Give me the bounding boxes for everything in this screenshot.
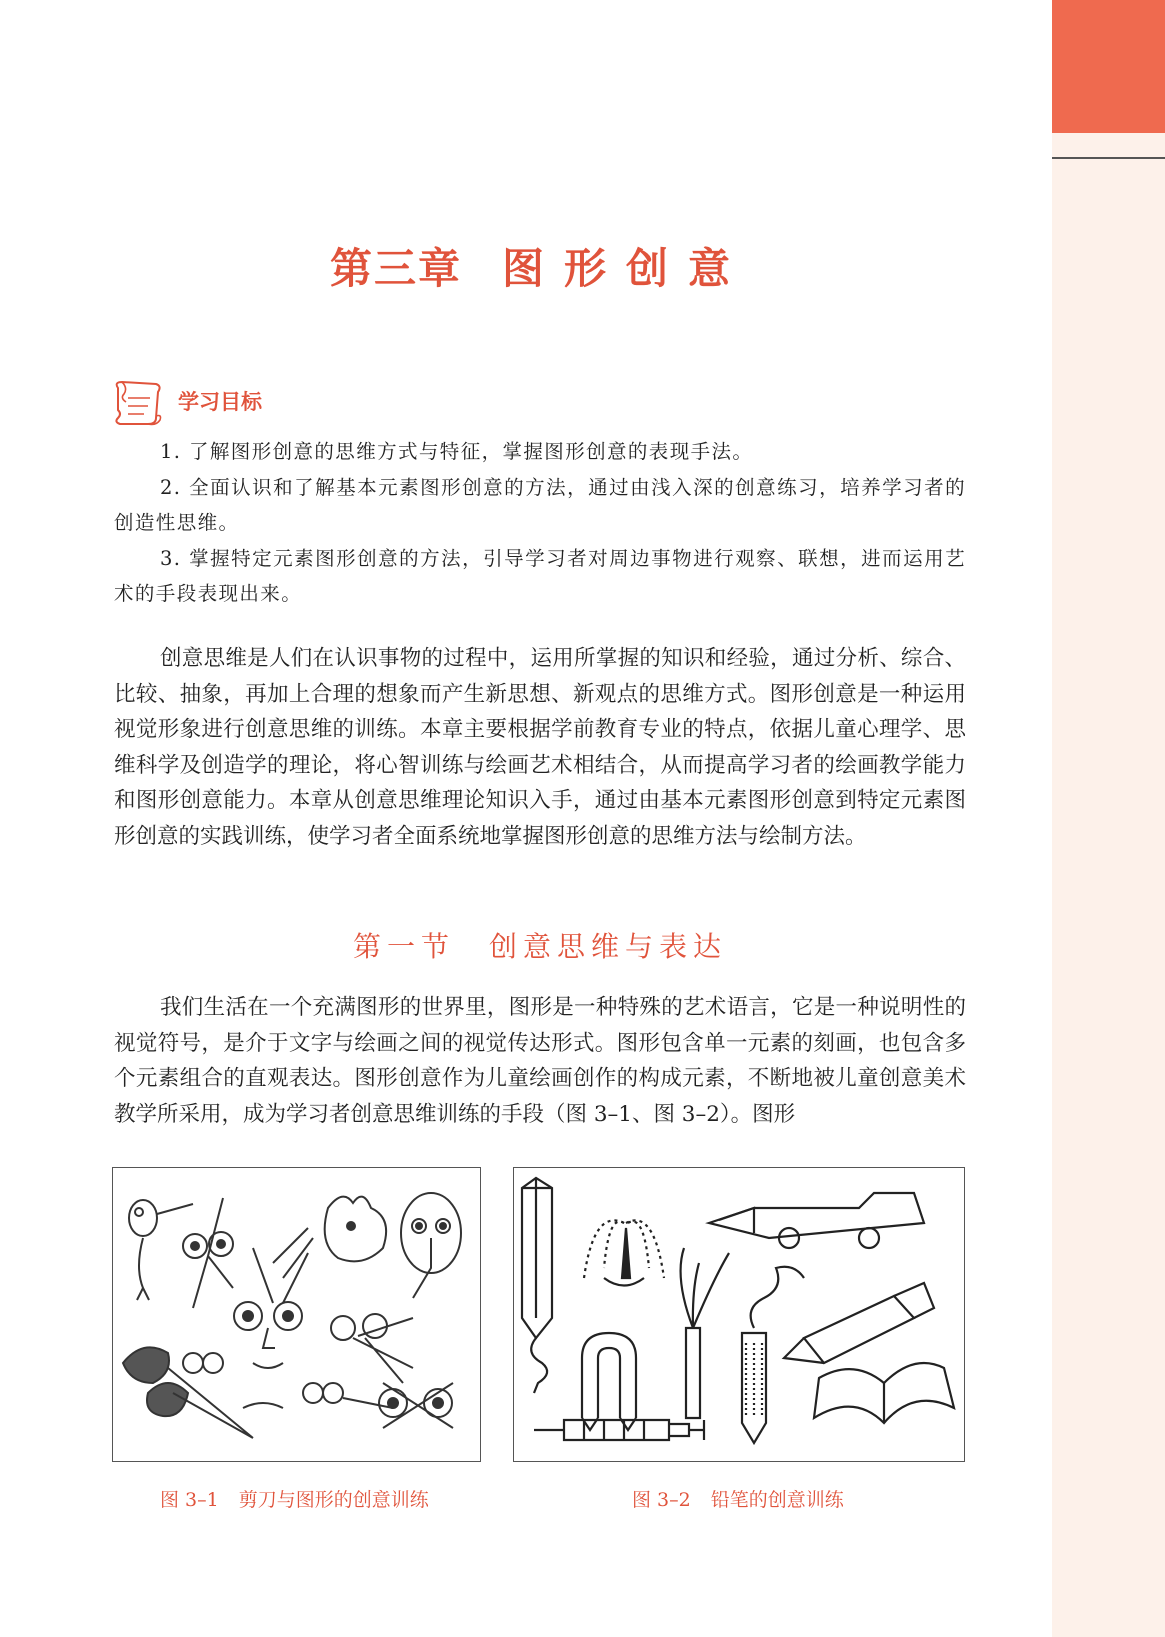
section-number: 第一节: [352, 930, 455, 963]
scissors-illustration: [113, 1168, 480, 1461]
figure-number: 图 3–2: [632, 1489, 691, 1511]
scroll-icon: [110, 378, 166, 428]
body-text: 我们生活在一个充满图形的世界里，图形是一种特殊的艺术语言，它是一种说明性的视觉符号，是介于文字与绘画之间的视觉传达形式。图形包含单一元素的刻画，也包含多个元素组合的直观表达。图形创意作为儿童绘画创作的构成元素，不断地被儿童创意美术教学所采用，成为学习者创意思维训练的手段（图 3–1、图 3–2）。图形: [114, 995, 966, 1127]
chapter-name: 图形创意: [502, 244, 751, 293]
objective-item: 3. 掌握特定元素图形创意的方法，引导学习者对周边事物进行观察、联想，进而运用艺术的手段表现出来。: [114, 546, 966, 605]
figure-caption-text: 剪刀与图形的创意训练: [238, 1489, 429, 1511]
margin-rule: [1052, 157, 1165, 159]
chapter-title: [0, 236, 1080, 296]
objective-item: 1. 了解图形创意的思维方式与特征，掌握图形创意的表现手法。: [160, 440, 754, 463]
figure-number: 图 3–1: [160, 1489, 219, 1511]
figure-3-1-image: [112, 1167, 481, 1462]
objectives-header: [110, 378, 410, 428]
section-name: 创意思维与表达: [489, 930, 728, 963]
figure-caption-text: 铅笔的创意训练: [710, 1489, 844, 1511]
pencil-illustration: [514, 1168, 964, 1461]
figure-3-2-image: [513, 1167, 965, 1462]
intro-text: 创意思维是人们在认识事物的过程中，运用所掌握的知识和经验，通过分析、综合、比较、抽象，再加上合理的想象而产生新思想、新观点的思维方式。图形创意是一种运用视觉形象进行创意思维的训练。本章主要根据学前教育专业的特点，依据儿童心理学、思维科学及创造学的理论，将心智训练与绘画艺术相结合，从而提高学习者的绘画教学能力和图形创意能力。本章从创意思维理论知识入手，通过由基本元素图形创意到特定元素图形创意的实践训练，使学习者全面系统地掌握图形创意的思维方法与绘制方法。: [114, 646, 966, 849]
figure-3-1-caption: [160, 1485, 429, 1512]
objectives-list: [114, 434, 966, 612]
objective-item: 2. 全面认识和了解基本元素图形创意的方法，通过由浅入深的创意练习，培养学习者的创造性思维。: [114, 475, 966, 534]
objectives-heading: 学习目标: [178, 390, 262, 414]
body-paragraph: [114, 990, 966, 1132]
chapter-number: 第三章: [329, 244, 462, 293]
figure-3-2-caption: [632, 1485, 844, 1512]
chapter-tab: [1052, 0, 1165, 133]
section-title: [0, 925, 1080, 965]
intro-paragraph: [114, 641, 966, 854]
